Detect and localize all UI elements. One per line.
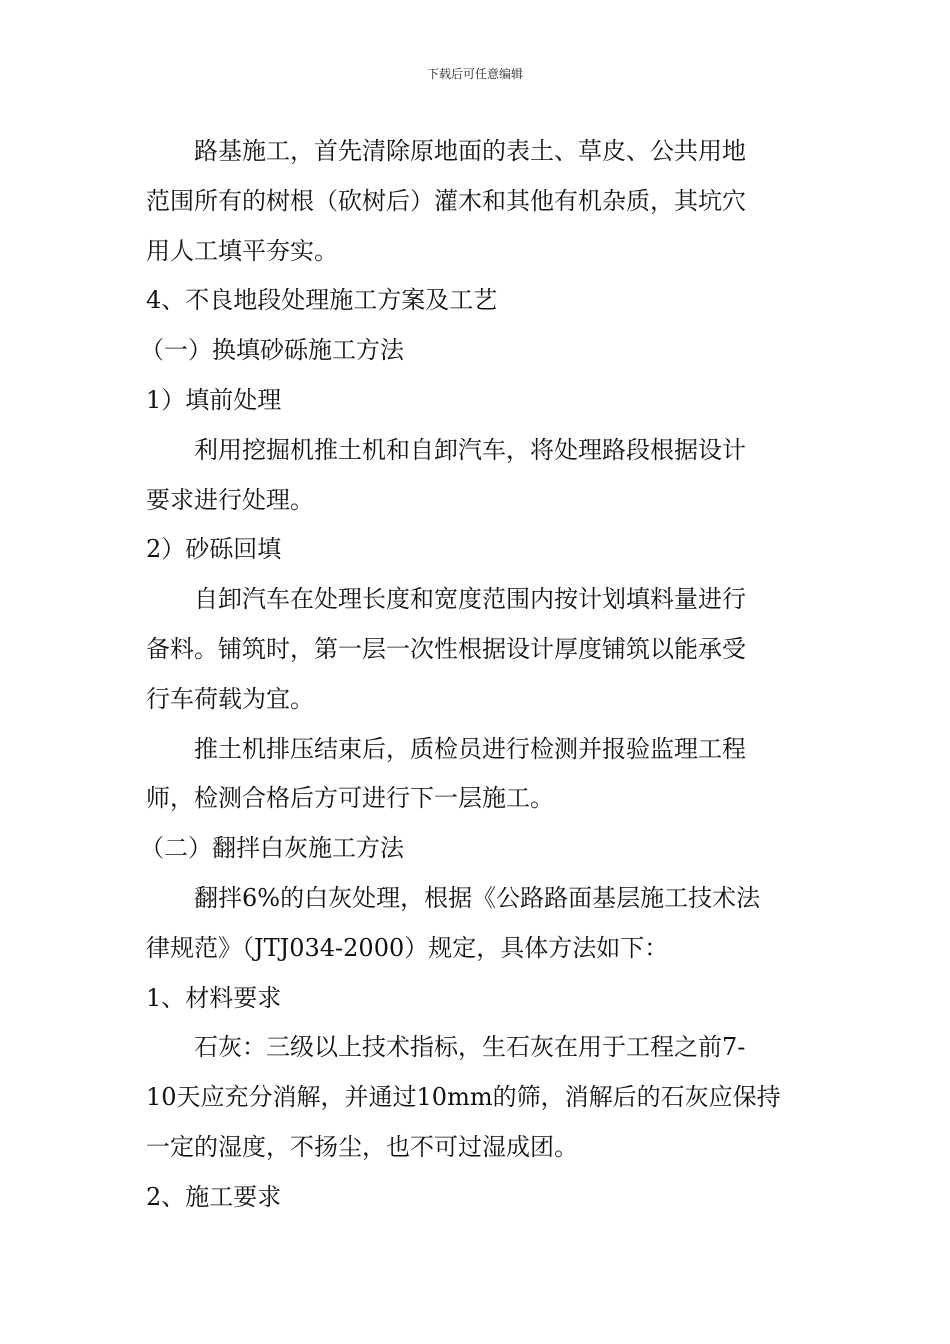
- paragraph-line: 自卸汽车在处理长度和宽度范围内按计划填料量进行: [194, 585, 746, 614]
- step-heading: 1）填前处理: [146, 385, 282, 414]
- paragraph-line: 推土机排压结束后，质检员进行检测并报验监理工程: [194, 734, 746, 763]
- paragraph-line: 要求进行处理。: [146, 485, 314, 514]
- paragraph-line: 路基施工，首先清除原地面的表土、草皮、公共用地: [194, 137, 746, 165]
- subsection-heading: （一）换填砂砾施工方法: [140, 336, 404, 365]
- paragraph-line: 利用挖掘机推土机和自卸汽车，将处理路段根据设计: [194, 435, 746, 464]
- paragraph-line: 范围所有的树根（砍树后）灌木和其他有机杂质，其坑穴: [146, 186, 746, 215]
- section-heading: 2、施工要求: [146, 1182, 282, 1211]
- paragraph-line: 一定的湿度，不扬尘，也不可过湿成团。: [146, 1132, 578, 1161]
- step-heading: 2）砂砾回填: [146, 535, 282, 564]
- paragraph-line: 翻拌6%的白灰处理，根据《公路路面基层施工技术法: [194, 883, 761, 912]
- paragraph-line: 用人工填平夯实。: [146, 236, 338, 265]
- section-heading: 1、材料要求: [146, 983, 282, 1012]
- paragraph-line: 师，检测合格后方可进行下一层施工。: [146, 784, 554, 813]
- page-header: 下载后可任意编辑: [426, 67, 523, 81]
- paragraph-line: 备料。铺筑时，第一层一次性根据设计厚度铺筑以能承受: [146, 634, 746, 663]
- paragraph-line: 律规范》（JTJ034-2000）规定，具体方法如下：: [146, 933, 669, 962]
- subsection-heading: （二）翻拌白灰施工方法: [140, 834, 404, 863]
- paragraph-line: 石灰：三级以上技术指标，生石灰在用于工程之前7-: [194, 1033, 746, 1062]
- document-body: [140, 127, 810, 1223]
- section-heading: 4、不良地段处理施工方案及工艺: [146, 286, 498, 315]
- paragraph-line: 行车荷载为宜。: [146, 684, 314, 713]
- paragraph-line: 10天应充分消解，并通过10mm的筛，消解后的石灰应保持: [146, 1083, 781, 1112]
